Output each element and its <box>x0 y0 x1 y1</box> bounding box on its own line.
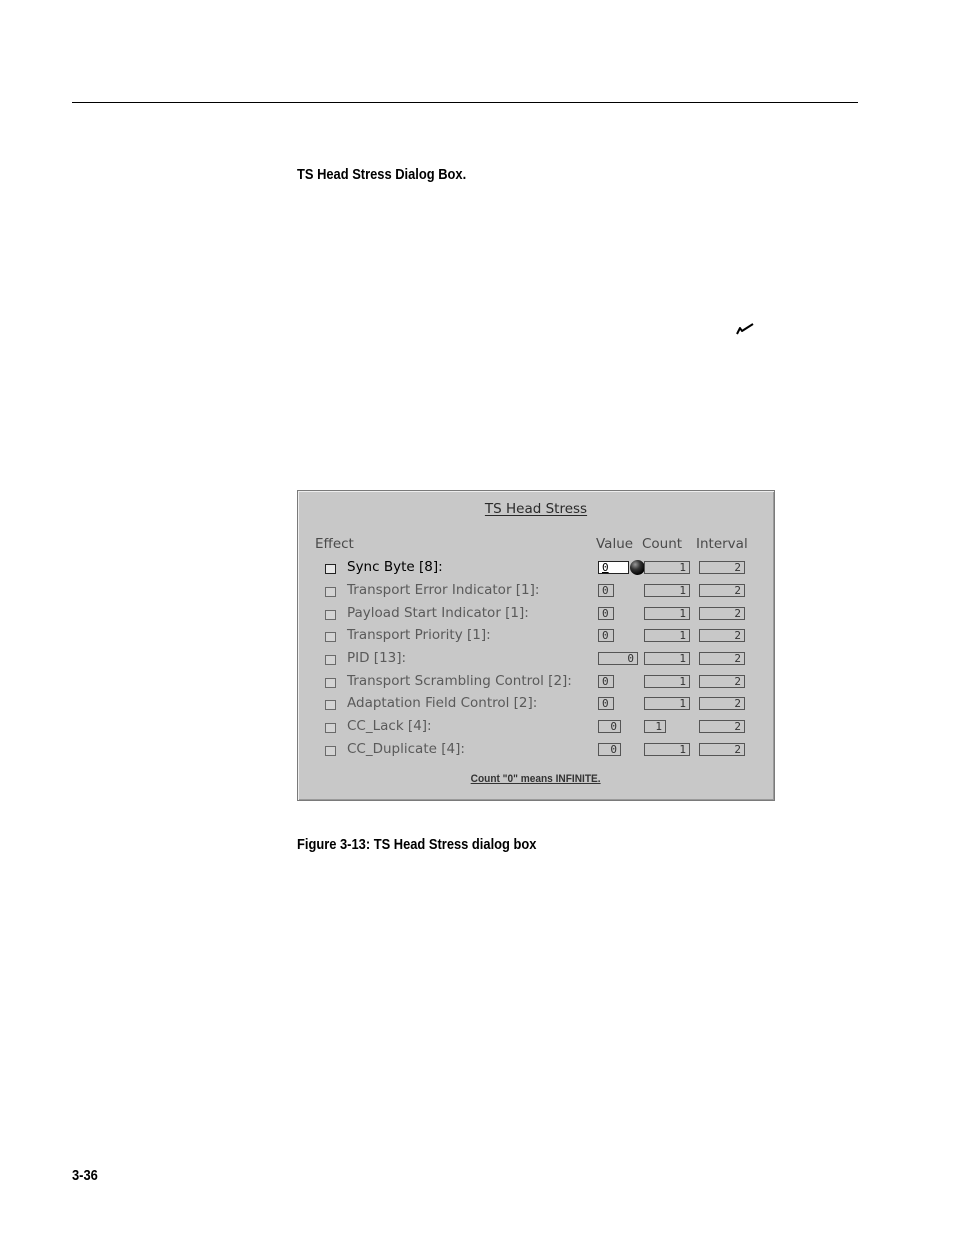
infinite-count-note: Count "0" means INFINITE. <box>471 773 601 785</box>
sync-byte-label: Sync Byte [8]: <box>347 559 443 575</box>
effect-row-adaptation-field-control <box>298 695 774 715</box>
transport-error-indicator-value-input[interactable]: 0 <box>598 584 614 597</box>
pid-checkbox[interactable] <box>325 655 336 665</box>
cc-lack-interval-input[interactable]: 2 <box>699 720 745 733</box>
cc-duplicate-checkbox[interactable] <box>325 746 336 756</box>
column-header-effect: Effect <box>315 536 354 552</box>
transport-error-indicator-label: Transport Error Indicator [1]: <box>347 582 540 598</box>
effect-row-cc-lack <box>298 718 774 738</box>
knob-icon[interactable] <box>630 560 645 575</box>
cc-lack-label: CC_Lack [4]: <box>347 718 432 734</box>
payload-start-indicator-value-input[interactable]: 0 <box>598 607 614 620</box>
dialog-title: TS Head Stress <box>484 501 588 517</box>
transport-error-indicator-checkbox[interactable] <box>325 587 336 597</box>
adaptation-field-control-label: Adaptation Field Control [2]: <box>347 695 538 711</box>
transport-scrambling-control-value-input[interactable]: 0 <box>598 675 614 688</box>
adaptation-field-control-interval-input[interactable]: 2 <box>699 697 745 710</box>
adaptation-field-control-count-input[interactable]: 1 <box>644 697 690 710</box>
cc-duplicate-label: CC_Duplicate [4]: <box>347 741 465 757</box>
payload-start-indicator-checkbox[interactable] <box>325 610 336 620</box>
checkmark-icon <box>736 322 754 336</box>
transport-priority-interval-input[interactable]: 2 <box>699 629 745 642</box>
transport-priority-label: Transport Priority [1]: <box>347 627 491 643</box>
effect-row-pid <box>298 650 774 670</box>
transport-priority-checkbox[interactable] <box>325 632 336 642</box>
effect-row-transport-error-indicator <box>298 582 774 602</box>
effect-row-sync-byte <box>298 559 774 579</box>
effect-row-cc-duplicate <box>298 741 774 761</box>
payload-start-indicator-count-input[interactable]: 1 <box>644 607 690 620</box>
adaptation-field-control-checkbox[interactable] <box>325 700 336 710</box>
transport-scrambling-control-count-input[interactable]: 1 <box>644 675 690 688</box>
transport-priority-value-input[interactable]: 0 <box>598 629 614 642</box>
column-header-count: Count <box>642 536 683 552</box>
effect-row-transport-scrambling-control <box>298 673 774 693</box>
sync-byte-count-input[interactable]: 1 <box>644 561 690 574</box>
pid-interval-input[interactable]: 2 <box>699 652 745 665</box>
sync-byte-value-input[interactable]: 0 <box>598 561 629 574</box>
pid-value-input[interactable]: 0 <box>598 652 638 665</box>
sync-byte-interval-input[interactable]: 2 <box>699 561 745 574</box>
payload-start-indicator-label: Payload Start Indicator [1]: <box>347 605 529 621</box>
ts-head-stress-dialog <box>297 490 775 801</box>
cc-lack-checkbox[interactable] <box>325 723 336 733</box>
cc-duplicate-value-input[interactable]: 0 <box>598 743 621 756</box>
transport-scrambling-control-checkbox[interactable] <box>325 678 336 688</box>
transport-priority-count-input[interactable]: 1 <box>644 629 690 642</box>
top-rule <box>72 102 858 103</box>
adaptation-field-control-value-input[interactable]: 0 <box>598 697 614 710</box>
transport-scrambling-control-label: Transport Scrambling Control [2]: <box>347 673 572 689</box>
cc-lack-count-input[interactable]: 1 <box>644 720 666 733</box>
sync-byte-checkbox[interactable] <box>325 564 336 574</box>
transport-error-indicator-interval-input[interactable]: 2 <box>699 584 745 597</box>
page-number: 3-36 <box>72 1167 98 1184</box>
transport-scrambling-control-interval-input[interactable]: 2 <box>699 675 745 688</box>
cc-lack-value-input[interactable]: 0 <box>598 720 621 733</box>
cc-duplicate-count-input[interactable]: 1 <box>644 743 690 756</box>
pid-label: PID [13]: <box>347 650 407 666</box>
effect-row-transport-priority <box>298 627 774 647</box>
column-header-interval: Interval <box>696 536 748 552</box>
figure-caption: Figure 3-13: TS Head Stress dialog box <box>297 836 537 853</box>
section-heading: TS Head Stress Dialog Box. <box>297 166 467 183</box>
payload-start-indicator-interval-input[interactable]: 2 <box>699 607 745 620</box>
transport-error-indicator-count-input[interactable]: 1 <box>644 584 690 597</box>
cc-duplicate-interval-input[interactable]: 2 <box>699 743 745 756</box>
effect-row-payload-start-indicator <box>298 605 774 625</box>
column-header-value: Value <box>596 536 634 552</box>
pid-count-input[interactable]: 1 <box>644 652 690 665</box>
